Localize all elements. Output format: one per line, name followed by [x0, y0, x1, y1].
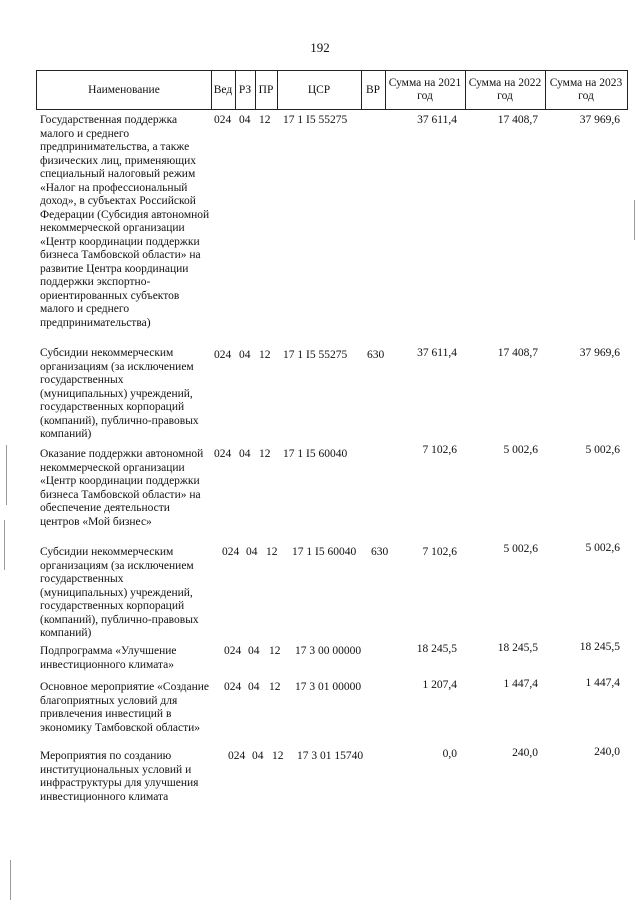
header-csr: ЦСР: [307, 83, 331, 96]
header-rz: РЗ: [238, 83, 252, 96]
row-ved: 024: [224, 645, 242, 657]
header-pr: ПР: [258, 83, 274, 96]
row-pr: 12: [269, 645, 281, 657]
row-vr: 630: [367, 349, 385, 361]
row-rz: 04: [246, 546, 258, 558]
row-sum-2023: 18 245,5: [579, 641, 620, 653]
row-csr: 17 3 01 15740: [297, 750, 364, 762]
table-header: [36, 70, 628, 110]
row-sum-2021: 1 207,4: [422, 679, 457, 691]
row-ved: 024: [228, 750, 246, 762]
header-sum-2023: Сумма на 2023 год: [549, 77, 623, 102]
row-pr: 12: [272, 750, 284, 762]
row-name: Основное мероприятие «Создание благоприятных условий для привлечения инвестиций в экономику Тамбовской области»: [40, 681, 210, 734]
row-csr: 17 1 I5 60040: [292, 546, 357, 558]
row-ved: 024: [214, 114, 232, 126]
page-number: 192: [310, 40, 330, 55]
row-pr: 12: [266, 546, 278, 558]
row-rz: 04: [239, 114, 251, 126]
row-sum-2021: 0,0: [442, 748, 457, 760]
row-name: Субсидии некоммерческим организациям (за исключением государственных (муниципальных) учреждений, государственных корпораций (компаний), публично-правовых компаний): [40, 546, 199, 639]
row-name: Государственная поддержка малого и среднего предпринимательства, а также физических лиц, применяющих специальный налоговый режим «Налог на профессиональный доход», в субъектах Российской Федерации (Субсидия автономной некоммерческой организации «Центр координации поддержки бизнеса Тамбовской области» на развитие Центра координации поддержки экспортно-ориентированных субъектов малого и среднего предпринимательства): [40, 114, 210, 329]
row-sum-2023: 37 969,6: [579, 114, 620, 126]
row-vr: 630: [371, 546, 389, 558]
row-csr: 17 3 01 00000: [295, 681, 362, 693]
scan-mark: [10, 860, 11, 900]
row-name: Субсидии некоммерческим организациям (за исключением государственных (муниципальных) учреждений, государственных корпораций (компаний), публично-правовых компаний): [40, 347, 199, 440]
row-sum-2021: 37 611,4: [417, 114, 457, 126]
scan-mark: [4, 520, 5, 570]
row-ved: 024: [214, 349, 232, 361]
row-rz: 04: [252, 750, 264, 762]
row-name: Оказание поддержки автономной некоммерческой организации «Центр координации поддержки бизнеса Тамбовской области» на обеспечение деятельности центров «Мой бизнес»: [40, 448, 204, 528]
row-sum-2023: 37 969,6: [579, 347, 620, 359]
header-sum-2021: Сумма на 2021 год: [388, 77, 462, 102]
row-sum-2022: 1 447,4: [503, 678, 538, 690]
row-ved: 024: [222, 546, 240, 558]
row-sum-2021: 7 102,6: [422, 546, 457, 558]
row-rz: 04: [239, 448, 251, 460]
header-vr: ВР: [365, 83, 381, 96]
row-sum-2023: 5 002,6: [585, 444, 620, 456]
row-name: Мероприятия по созданию институциональных условий и инфраструктуры для улучшения инвестиционного климата: [40, 750, 199, 803]
scan-mark: [634, 200, 635, 240]
scan-mark: [6, 445, 7, 505]
row-rz: 04: [248, 681, 260, 693]
row-sum-2022: 17 408,7: [497, 114, 538, 126]
row-name: Подпрограмма «Улучшение инвестиционного климата»: [40, 645, 177, 671]
row-csr: 17 1 I5 60040: [283, 448, 348, 460]
row-rz: 04: [239, 349, 251, 361]
row-pr: 12: [269, 681, 281, 693]
row-sum-2021: 18 245,5: [416, 643, 457, 655]
row-ved: 024: [224, 681, 242, 693]
row-sum-2022: 18 245,5: [497, 642, 538, 654]
row-sum-2023: 5 002,6: [585, 542, 620, 554]
header-name: Наименование: [88, 83, 160, 96]
row-sum-2021: 7 102,6: [422, 444, 457, 456]
row-sum-2021: 37 611,4: [417, 347, 457, 359]
row-sum-2022: 5 002,6: [503, 444, 538, 456]
row-sum-2022: 240,0: [512, 747, 538, 759]
header-ved: Вед: [213, 83, 233, 96]
row-sum-2022: 5 002,6: [503, 543, 538, 555]
row-csr: 17 3 00 00000: [295, 645, 362, 657]
row-ved: 024: [214, 448, 232, 460]
row-rz: 04: [248, 645, 260, 657]
header-sum-2022: Сумма на 2022 год: [468, 77, 542, 102]
row-pr: 12: [259, 448, 271, 460]
row-sum-2022: 17 408,7: [497, 347, 538, 359]
row-csr: 17 1 I5 55275: [283, 349, 348, 361]
row-pr: 12: [259, 114, 271, 126]
row-sum-2023: 1 447,4: [585, 677, 620, 689]
row-csr: 17 1 I5 55275: [283, 114, 348, 126]
row-pr: 12: [259, 349, 271, 361]
row-sum-2023: 240,0: [594, 746, 620, 758]
